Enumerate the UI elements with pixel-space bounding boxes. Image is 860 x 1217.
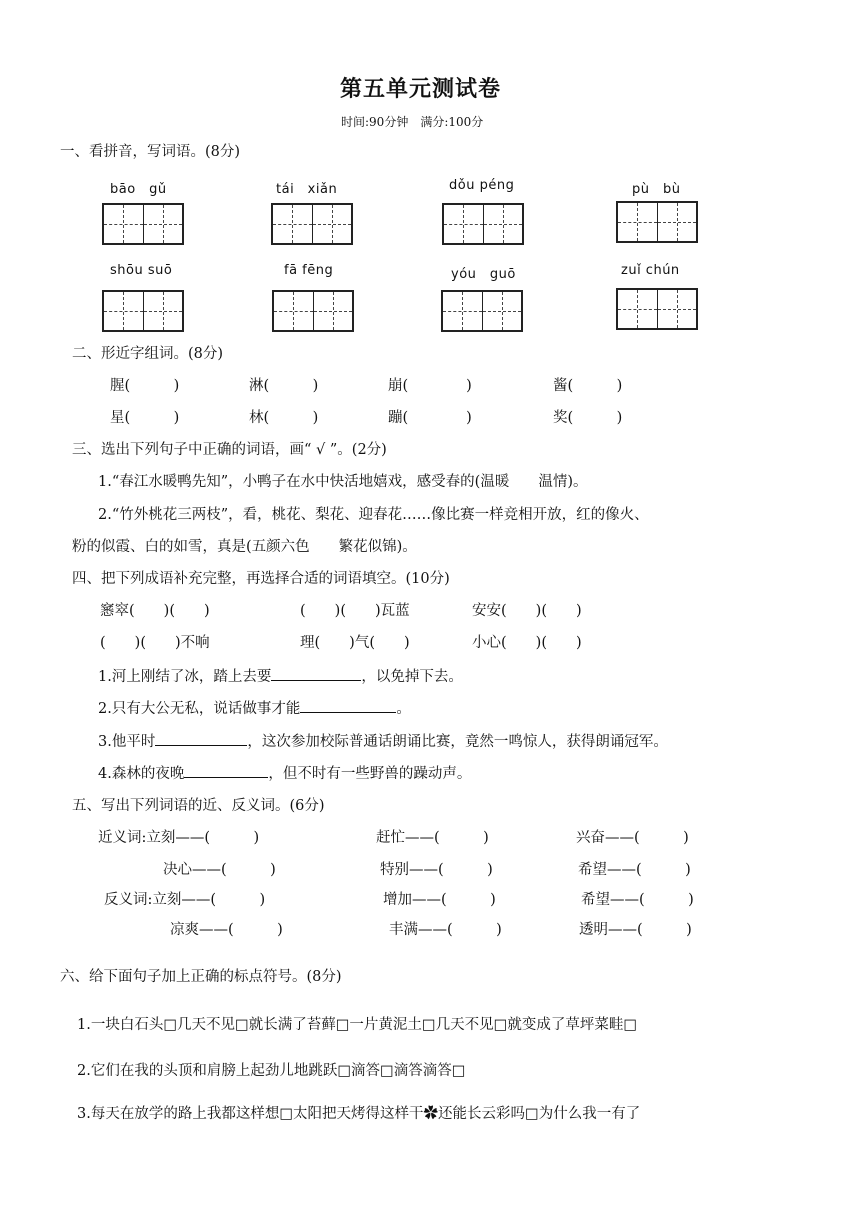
section-4-heading: 四、把下列成语补充完整，再选择合适的词语填空。(10分) [72, 571, 450, 587]
char-item[interactable]: 星( ) [110, 410, 180, 426]
idiom-item[interactable]: ( )( )瓦蓝 [300, 603, 410, 619]
writing-grid[interactable] [616, 288, 698, 330]
pinyin-label: tái xiǎn [276, 182, 338, 197]
section-2-heading: 二、形近字组词。(8分) [72, 346, 224, 362]
writing-grid[interactable] [441, 290, 523, 332]
punctuation-question[interactable]: 2.它们在我的头顶和肩膀上起劲儿地跳跃□滴答□滴答滴答□ [77, 1063, 466, 1079]
fill-sentence [98, 665, 463, 686]
answer-blank[interactable] [184, 763, 268, 778]
writing-grid[interactable] [102, 290, 184, 332]
word-item[interactable]: 增加——( ) [383, 892, 496, 908]
sentence-part: 2.只有大公无私，说话做事才能 [98, 701, 301, 717]
word-item[interactable]: 凉爽——( ) [170, 922, 283, 938]
punctuation-question[interactable]: 3.每天在放学的路上我都这样想□太阳把天烤得这样干✿还能长云彩吗□为什么我一有了 [77, 1106, 641, 1122]
pinyin-label: fā fēng [284, 263, 334, 278]
sentence-part: ，以免掉下去。 [361, 669, 463, 685]
section-6-heading: 六、给下面句子加上正确的标点符号。(8分) [60, 969, 342, 985]
punctuation-question[interactable]: 1.一块白石头□几天不见□就长满了苔藓□一片黄泥土□几天不见□就变成了草坪菜畦□ [77, 1017, 638, 1033]
char-item[interactable]: 奖( ) [553, 410, 623, 426]
word-item[interactable]: 赶忙——( ) [376, 830, 489, 846]
sentence-part: 4.森林的夜晚 [98, 766, 185, 782]
answer-blank[interactable] [300, 698, 396, 713]
writing-grid[interactable] [616, 201, 698, 243]
pinyin-label: zuǐ chún [621, 263, 680, 278]
question-text[interactable]: 粉的似霞、白的如雪，真是(五颜六色 繁花似锦)。 [72, 539, 417, 555]
sentence-part: 。 [396, 701, 411, 717]
pinyin-label: pù bù [632, 182, 681, 197]
char-item[interactable]: 腥( ) [110, 378, 180, 394]
time-info: 时间:90分钟 满分:100分 [341, 115, 484, 129]
word-item[interactable]: 反义词:立刻——( ) [104, 892, 266, 908]
section-1-heading: 一、看拼音，写词语。(8分) [60, 144, 241, 160]
sentence-part: 1.河上刚结了冰，踏上去要 [98, 669, 272, 685]
char-item[interactable]: 林( ) [249, 410, 319, 426]
fill-sentence [98, 762, 471, 783]
char-item[interactable]: 淋( ) [249, 378, 319, 394]
idiom-item[interactable]: 理( )气( ) [300, 635, 410, 651]
char-item[interactable]: 蹦( ) [388, 410, 472, 426]
word-item[interactable]: 希望——( ) [578, 862, 691, 878]
writing-grid[interactable] [271, 203, 353, 245]
fill-sentence [98, 697, 411, 718]
sentence-part: 3.他平时 [98, 734, 156, 750]
answer-blank[interactable] [155, 731, 247, 746]
word-item[interactable]: 透明——( ) [579, 922, 692, 938]
sentence-part: ，这次参加校际普通话朗诵比赛，竟然一鸣惊人，获得朗诵冠军。 [247, 734, 668, 750]
section-5-heading: 五、写出下列词语的近、反义词。(6分) [72, 798, 325, 814]
writing-grid[interactable] [102, 203, 184, 245]
writing-grid[interactable] [442, 203, 524, 245]
pinyin-label: dǒu péng [449, 178, 515, 193]
sentence-part: ，但不时有一些野兽的躁动声。 [268, 766, 472, 782]
page-title: 第五单元测试卷 [340, 76, 502, 102]
question-text[interactable]: 1.“春江水暖鸭先知”，小鸭子在水中快活地嬉戏，感受春的(温暖 温情)。 [98, 474, 588, 490]
pinyin-label: bāo gǔ [110, 182, 167, 197]
word-item[interactable]: 兴奋——( ) [576, 830, 689, 846]
idiom-item[interactable]: 窸窣( )( ) [100, 603, 210, 619]
char-item[interactable]: 酱( ) [553, 378, 623, 394]
word-item[interactable]: 近义词:立刻——( ) [98, 830, 260, 846]
fill-sentence [98, 730, 668, 751]
word-item[interactable]: 丰满——( ) [389, 922, 502, 938]
question-text[interactable]: 2.“竹外桃花三两枝”，看，桃花、梨花、迎春花……像比赛一样竞相开放，红的像火、 [98, 507, 649, 523]
idiom-item[interactable]: ( )( )不响 [100, 635, 210, 651]
idiom-item[interactable]: 小心( )( ) [472, 635, 582, 651]
word-item[interactable]: 希望——( ) [581, 892, 694, 908]
idiom-item[interactable]: 安安( )( ) [472, 603, 582, 619]
word-item[interactable]: 决心——( ) [163, 862, 276, 878]
char-item[interactable]: 崩( ) [388, 378, 472, 394]
pinyin-label: shōu suō [110, 263, 173, 278]
section-3-heading: 三、选出下列句子中正确的词语，画“ √ ”。(2分) [72, 442, 387, 458]
answer-blank[interactable] [271, 666, 361, 681]
word-item[interactable]: 特别——( ) [380, 862, 493, 878]
pinyin-label: yóu guō [451, 267, 516, 282]
writing-grid[interactable] [272, 290, 354, 332]
